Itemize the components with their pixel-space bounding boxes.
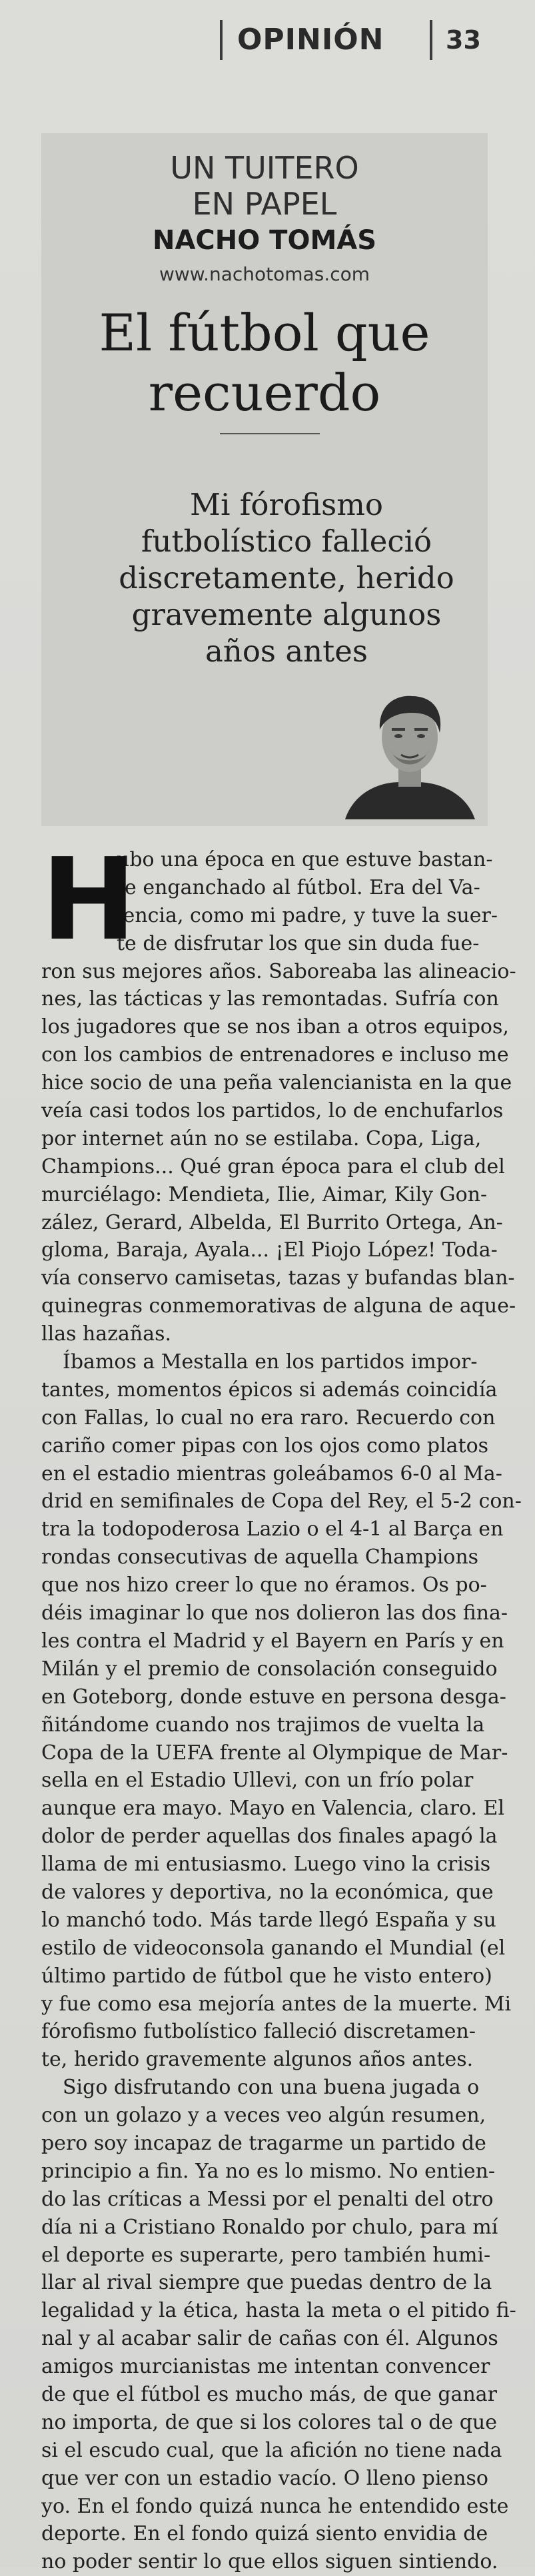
text-line: llar al rival siempre que puedas dentro de la	[41, 2271, 492, 2295]
page-header	[0, 0, 535, 70]
text-line: aunque era mayo. Mayo en Valencia, claro. El	[41, 1797, 505, 1821]
section-label: OPINIÓN	[220, 20, 384, 60]
text-line: sella en el Estadio Ullevi, con un frío polar	[41, 1769, 474, 1793]
text-line: ron sus mejores años. Saboreaba las alineacio-	[41, 959, 516, 983]
drop-cap: H	[41, 834, 137, 966]
author-website: www.nachotomas.com	[159, 263, 370, 285]
text-line: murciélago: Mendieta, Ilie, Aimar, Kily Gon-	[41, 1182, 488, 1206]
text-line: estilo de videoconsola ganando el Mundial (el	[41, 1936, 506, 1960]
text-line: amigos murcianistas me intentan convencer	[41, 2355, 490, 2379]
subhead-line: años antes	[205, 634, 368, 669]
text-line: y fue como esa mejoría antes de la muerte. Mi	[41, 1992, 512, 2016]
headline-line-1: El fútbol que	[99, 303, 430, 362]
text-line: deporte. En el fondo quizá siento envidia de	[41, 2522, 488, 2546]
text-line: te enganchado al fútbol. Era del Va-	[117, 875, 480, 899]
text-line: les contra el Madrid y el Bayern en París y en	[41, 1629, 504, 1653]
text-line: si el escudo cual, que la afición no tiene nada	[41, 2438, 502, 2462]
text-line: que nos hizo creer lo que no éramos. Os po-	[41, 1573, 487, 1597]
paragraph-1	[41, 834, 516, 1348]
text-line: nal y al acabar salir de cañas con él. Algunos	[41, 2327, 498, 2351]
text-line: en el estadio mientras goleábamos 6-0 al Ma-	[41, 1462, 502, 1486]
text-line: te, herido gravemente algunos años antes.	[41, 2048, 474, 2072]
text-line: fórofismo futbolístico falleció discretamen-	[41, 2020, 476, 2044]
text-line: ñitándome cuando nos trajimos de vuelta la	[41, 1713, 485, 1737]
text-line: de valores y deportiva, no la económica, que	[41, 1880, 494, 1904]
text-line: Copa de la UEFA frente al Olympique de Mar-	[41, 1741, 508, 1765]
author-name: NACHO TOMÁS	[152, 225, 377, 256]
text-line: el deporte es superarte, pero también humi-	[41, 2243, 491, 2267]
text-line: con un golazo y a veces veo algún resumen,	[41, 2104, 486, 2128]
text-line: en Goteborg, donde estuve en persona desga-	[41, 1685, 506, 1709]
text-line: zález, Gerard, Albelda, El Burrito Ortega, An-	[41, 1210, 503, 1234]
text-line: tra la todopoderosa Lazio o el 4-1 al Barça en	[41, 1517, 504, 1541]
column-title-line-1: UN TUITERO	[170, 150, 359, 186]
author-photo	[338, 683, 482, 819]
subhead-line: gravemente algunos	[131, 597, 442, 632]
text-line: vía conservo camisetas, tazas y bufandas blan-	[41, 1266, 515, 1290]
text-line: legalidad y la ética, hasta la meta o el pitido fi-	[41, 2299, 516, 2323]
text-line: Íbamos a Mestalla en los partidos impor-	[63, 1350, 478, 1374]
text-line: por internet aún no se estilaba. Copa, Liga,	[41, 1126, 482, 1150]
column-title	[41, 150, 488, 222]
divider-rule	[220, 433, 320, 434]
text-line: llas hazañas.	[41, 1322, 172, 1346]
text-line: ubo una época en que estuve bastan-	[117, 848, 493, 871]
text-line: déis imaginar lo que nos dolieron las dos fina-	[41, 1601, 508, 1625]
text-line: con los cambios de entrenadores e incluso me	[41, 1043, 509, 1067]
text-line: drid en semifinales de Copa del Rey, el 5-2 con-	[41, 1490, 522, 1513]
text-line: gloma, Baraja, Ayala... ¡El Piojo López! Toda-	[41, 1238, 498, 1262]
article-body	[41, 834, 522, 2576]
subhead-line: futbolístico falleció	[141, 524, 432, 559]
text-line: yo. En el fondo quizá nunca he entendido este	[41, 2494, 509, 2518]
text-line: lencia, como mi padre, y tuve la suer-	[117, 903, 498, 927]
text-line: de que el fútbol es mucho más, de que ganar	[41, 2382, 497, 2406]
text-line: pero soy incapaz de tragarme un partido de	[41, 2131, 486, 2155]
subhead-line: Mi fórofismo	[190, 487, 383, 522]
paragraph-3	[41, 2074, 516, 2576]
text-line: rondas consecutivas de aquella Champions	[41, 1545, 479, 1569]
text-line: dolor de perder aquellas dos finales apagó la	[41, 1825, 498, 1849]
subhead-line: discretamente, herido	[119, 560, 454, 596]
text-line: quinegras conmemorativas de alguna de aque-	[41, 1294, 516, 1318]
text-line: tantes, momentos épicos si además coincidía	[41, 1378, 498, 1402]
text-line: do las críticas a Messi por el penalti del otro	[41, 2187, 494, 2211]
text-line: llama de mi entusiasmo. Luego vino la crisis	[41, 1853, 491, 1877]
text-line: los jugadores que se nos iban a otros equipos,	[41, 1015, 509, 1039]
text-line: no importa, de que si los colores tal o de que	[41, 2410, 497, 2434]
text-line: hice socio de una peña valencianista en la que	[41, 1071, 512, 1095]
text-line: veía casi todos los partidos, lo de enchufarlos	[41, 1099, 504, 1123]
text-line: que ver con un estadio vacío. O lleno pienso	[41, 2466, 488, 2490]
text-line: último partido de fútbol que he visto entero)	[41, 1964, 492, 1988]
text-line: principio a fin. Ya no es lo mismo. No entien-	[41, 2159, 496, 2183]
text-line: Champions... Qué gran época para el club del	[41, 1154, 505, 1178]
text-line: no poder sentir lo que ellos siguen sintiendo.	[41, 2550, 498, 2574]
text-line: Sigo disfrutando con una buena jugada o	[63, 2076, 480, 2100]
article-subhead	[107, 486, 466, 669]
headline-line-2: recuerdo	[148, 363, 381, 422]
text-line: lo manchó todo. Más tarde llegó España y su	[41, 1908, 496, 1932]
article-headline	[41, 303, 488, 423]
text-line: día ni a Cristiano Ronaldo por chulo, para mí	[41, 2215, 498, 2239]
column-title-line-2: EN PAPEL	[192, 186, 337, 222]
text-line: cariño comer pipas con los ojos como platos	[41, 1434, 489, 1458]
author-portrait-image	[338, 683, 482, 819]
text-line: Milán y el premio de consolación conseguido	[41, 1657, 498, 1681]
page-number: 33	[430, 20, 481, 60]
text-line: te de disfrutar los que sin duda fue-	[117, 931, 480, 955]
text-line: nes, las tácticas y las remontadas. Sufría con	[41, 987, 499, 1011]
paragraph-2	[41, 1348, 522, 2074]
text-line: con Fallas, lo cual no era raro. Recuerdo con	[41, 1406, 496, 1430]
